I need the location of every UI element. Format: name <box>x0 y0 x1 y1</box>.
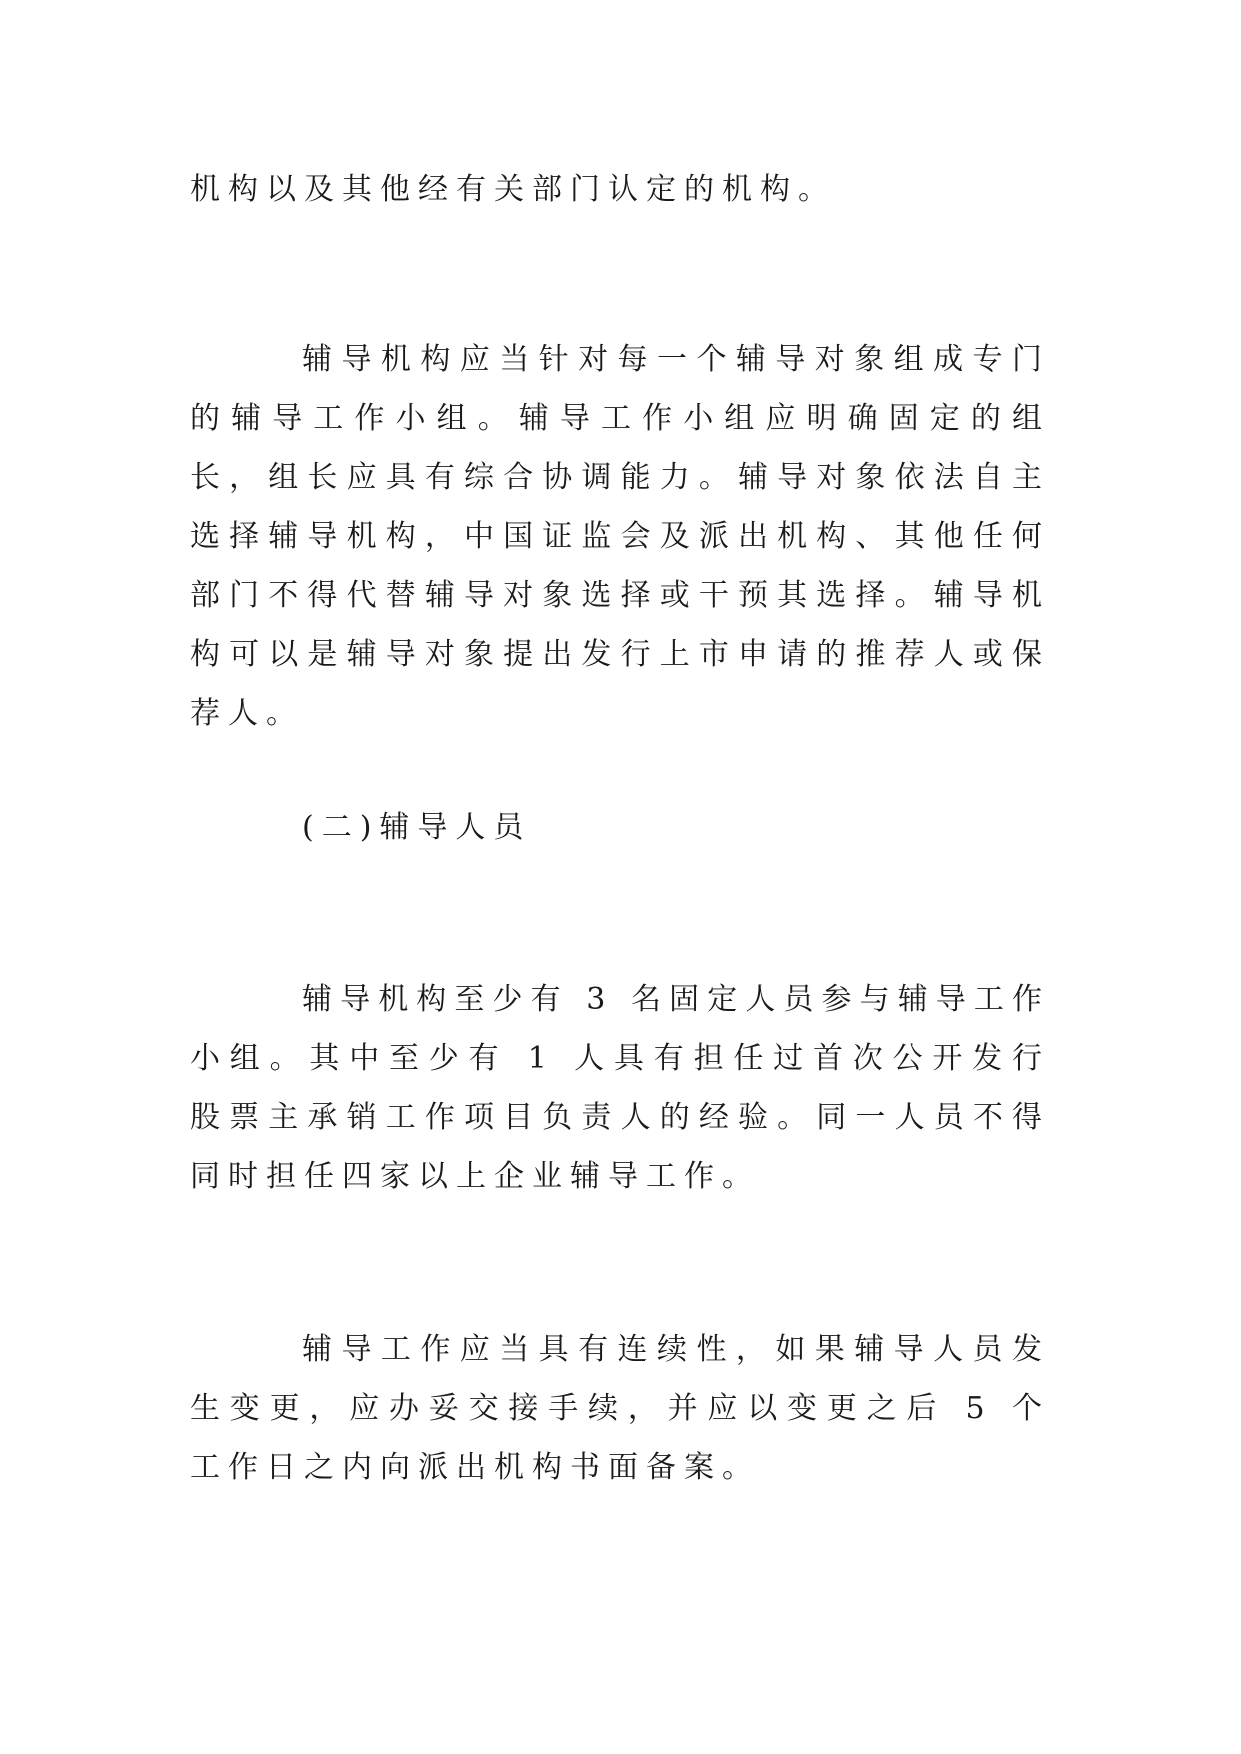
paragraph-continuity: 辅导工作应当具有连续性，如果辅导人员发生变更，应办妥交接手续，并应以变更之后 5 个工作日之内向派出机构书面备案。 <box>190 1332 1050 1485</box>
paragraph-counseling-team: 辅导机构应当针对每一个辅导对象组成专门的辅导工作小组。辅导工作小组应明确固定的组长，组长应具有综合协调能力。辅导对象依法自主选择辅导机构，中国证监会及派出机构、其他任何部门不得代替辅导对象选择或干预其选择。辅导机构可以是辅导对象提出发行上市申请的推荐人或保荐人。 <box>190 342 1050 731</box>
paragraph-continuation: 机构以及其他经有关部门认定的机构。 <box>190 172 836 207</box>
section-heading-counseling-staff: (二)辅导人员 <box>302 810 532 845</box>
paragraph-staff-requirements: 辅导机构至少有 3 名固定人员参与辅导工作小组。其中至少有 1 人具有担任过首次公开发行股票主承销工作项目负责人的经验。同一人员不得同时担任四家以上企业辅导工作。 <box>190 982 1050 1194</box>
